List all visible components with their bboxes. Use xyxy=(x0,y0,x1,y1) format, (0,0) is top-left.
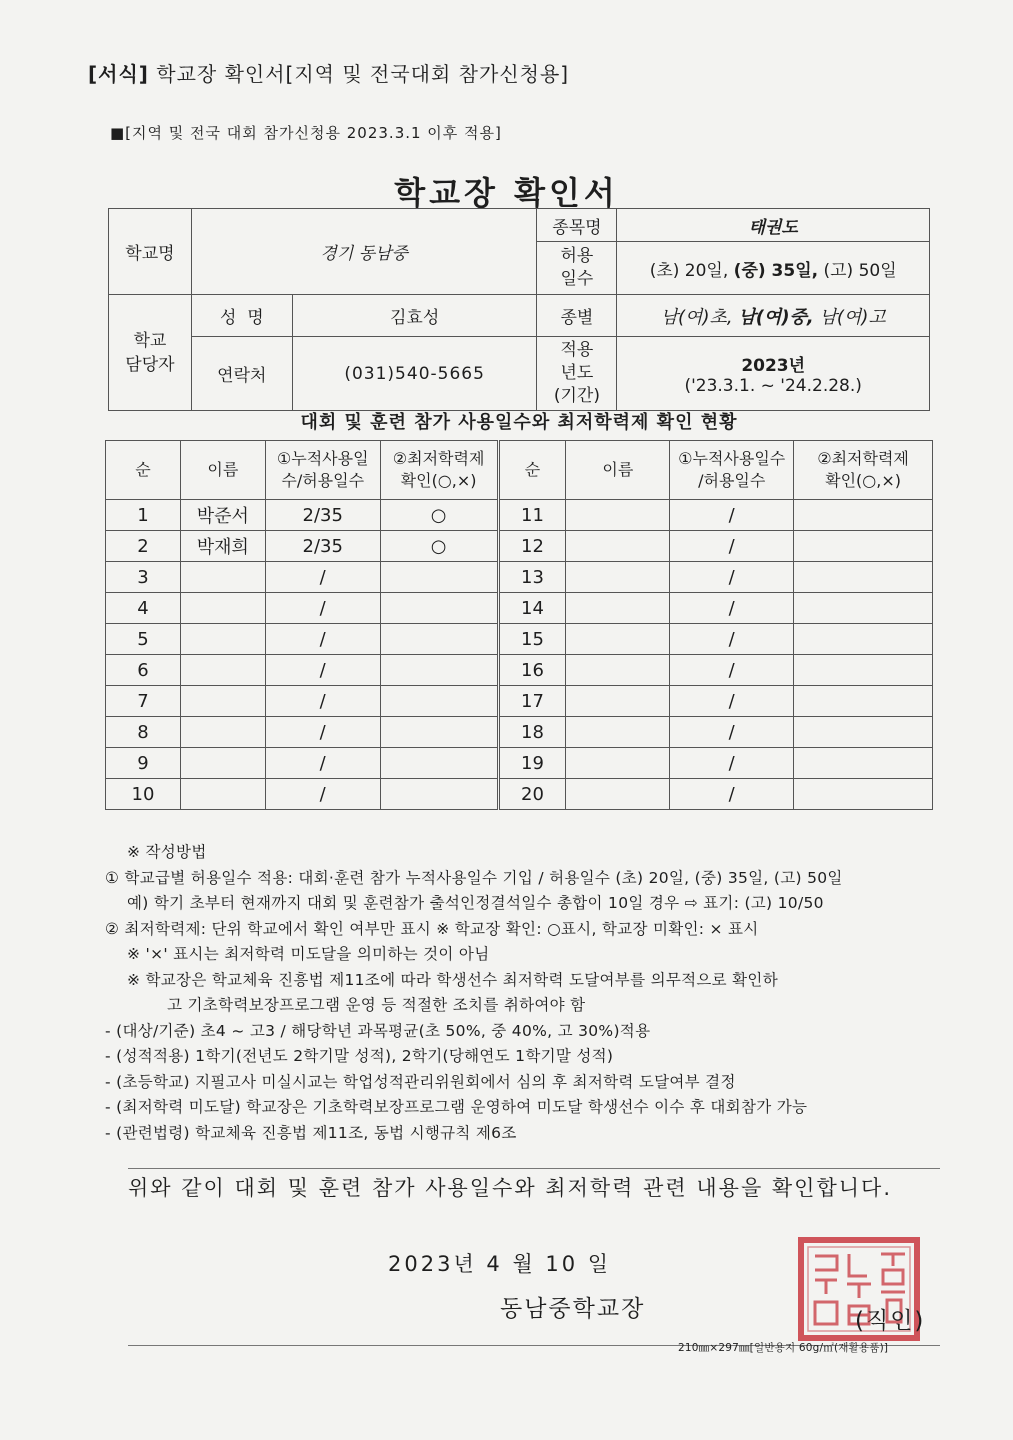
note-2-b: ※ 학교장은 학교체육 진흥법 제11조에 따라 학생선수 최저학력 도달여부를 의무적으로 확인하 xyxy=(127,970,778,989)
note-law: - (관련법령) 학교체육 진흥법 제11조, 동법 시행규칙 제6조 xyxy=(105,1123,517,1142)
cell-no: 3 xyxy=(106,562,181,593)
cell-check xyxy=(794,531,933,562)
cell-name xyxy=(566,748,670,779)
cell-no: 14 xyxy=(498,593,566,624)
cell-no: 4 xyxy=(106,593,181,624)
note-elementary: - (초등학교) 지필고사 미실시교는 학업성적관리위원회에서 심의 후 최저학력 도달여부 결정 xyxy=(105,1072,736,1091)
cell-name xyxy=(566,562,670,593)
cell-check xyxy=(794,500,933,531)
cell-days: / xyxy=(670,562,794,593)
cell-days: / xyxy=(265,779,380,810)
cell-no: 12 xyxy=(498,531,566,562)
cell-days: / xyxy=(265,593,380,624)
document-title: 학교장 확인서 xyxy=(394,174,619,212)
cell-check: ○ xyxy=(380,500,498,531)
cell-check xyxy=(380,686,498,717)
cell-days: / xyxy=(670,655,794,686)
sport-value: 태권도 xyxy=(617,209,930,242)
name-value: 김효성 xyxy=(292,295,537,337)
cell-no: 1 xyxy=(106,500,181,531)
cell-check xyxy=(380,748,498,779)
cell-name xyxy=(180,593,265,624)
paper-spec: 210㎜×297㎜[일반용지 60g/㎡(재활용품)] xyxy=(678,1342,889,1354)
cell-name xyxy=(180,779,265,810)
note-1: ① 학교급별 허용일수 적용: 대회·훈련 참가 누적사용일수 기입 / 허용일수 (초) 20일, (중) 35일, (고) 50일 xyxy=(105,868,843,887)
cell-name xyxy=(180,624,265,655)
note-minimum: - (최저학력 미도달) 학교장은 기초학력보장프로그램 운영하여 미도달 학생선수 이수 후 대회참가 가능 xyxy=(105,1098,808,1116)
cell-name xyxy=(180,686,265,717)
cell-days: / xyxy=(670,593,794,624)
cell-check xyxy=(794,624,933,655)
cell-days: / xyxy=(670,748,794,779)
cell-no: 13 xyxy=(498,562,566,593)
confirm-text: 위와 같이 대회 및 훈련 참가 사용일수와 최저학력 관련 내용을 확인합니다. xyxy=(128,1176,893,1200)
cell-check xyxy=(794,717,933,748)
form-subtitle: ■[지역 및 전국 대회 참가신청용 2023.3.1 이후 적용] xyxy=(110,124,502,142)
status-row xyxy=(106,717,933,748)
cell-name xyxy=(566,593,670,624)
col-check: ②최저학력제 확인(○,×) xyxy=(380,441,498,500)
info-table xyxy=(108,208,930,411)
cell-check xyxy=(794,748,933,779)
cell-check xyxy=(380,779,498,810)
cell-no: 20 xyxy=(498,779,566,810)
cell-days: / xyxy=(265,562,380,593)
cell-days: / xyxy=(670,531,794,562)
status-row xyxy=(106,748,933,779)
cell-no: 8 xyxy=(106,717,181,748)
form-title: 학교장 확인서[지역 및 전국대회 참가신청용] xyxy=(156,62,570,86)
cell-check xyxy=(380,593,498,624)
cell-no: 11 xyxy=(498,500,566,531)
cell-days: / xyxy=(670,779,794,810)
confirm-date: 2023년 4 월 10 일 xyxy=(388,1252,612,1276)
notes-heading: ※ 작성방법 xyxy=(127,843,207,861)
status-header-row xyxy=(106,441,933,500)
cell-check xyxy=(380,717,498,748)
period-label: 적용 년도 (기간) xyxy=(537,337,617,411)
period-year: 2023년 xyxy=(741,356,806,376)
cell-days: 2/35 xyxy=(265,500,380,531)
gender-value xyxy=(617,295,930,337)
allowed-days-label: 허용 일수 xyxy=(537,242,617,295)
allowed-days-value xyxy=(617,242,930,295)
cell-check xyxy=(380,562,498,593)
cell-days: / xyxy=(670,717,794,748)
gender-high: 남(여)고 xyxy=(819,306,886,328)
cell-name xyxy=(566,717,670,748)
status-row xyxy=(106,779,933,810)
note-2: ② 최저학력제: 단위 학교에서 확인 여부만 표시 ※ 학교장 확인: ○표시, 학교장 미확인: × 표시 xyxy=(105,919,759,938)
period-range: ('23.3.1. ~ '24.2.28.) xyxy=(684,376,862,396)
cell-days: / xyxy=(670,686,794,717)
cell-no: 2 xyxy=(106,531,181,562)
cell-no: 5 xyxy=(106,624,181,655)
cell-days: / xyxy=(670,624,794,655)
form-tag: [서식] xyxy=(88,62,149,86)
cell-name xyxy=(566,655,670,686)
period-value xyxy=(617,337,930,411)
cell-check xyxy=(794,686,933,717)
cell-name xyxy=(566,500,670,531)
status-row xyxy=(106,531,933,562)
school-label: 학교명 xyxy=(109,209,192,295)
gender-elem: 남(여)초, xyxy=(660,306,733,328)
note-2-b-cont: 고 기초학력보장프로그램 운영 등 적절한 조치를 취하여야 함 xyxy=(167,996,586,1014)
col-name: 이름 xyxy=(180,441,265,500)
cell-check: ○ xyxy=(380,531,498,562)
cell-days: 2/35 xyxy=(265,531,380,562)
cell-days: / xyxy=(265,624,380,655)
form-header xyxy=(88,58,569,87)
cell-name xyxy=(180,655,265,686)
col-days: ①누적사용일 수/허용일수 xyxy=(265,441,380,500)
seal-label: (직인) xyxy=(855,1308,926,1334)
cell-name: 박재희 xyxy=(180,531,265,562)
cell-check xyxy=(380,655,498,686)
status-title: 대회 및 훈련 참가 사용일수와 최저학력제 확인 현황 xyxy=(300,412,738,433)
cell-no: 18 xyxy=(498,717,566,748)
col-days-right: ①누적사용일수 /허용일수 xyxy=(670,441,794,500)
cell-days: / xyxy=(265,748,380,779)
cell-no: 15 xyxy=(498,624,566,655)
col-no-right: 순 xyxy=(498,441,566,500)
cell-name xyxy=(566,624,670,655)
cell-check xyxy=(380,624,498,655)
col-no: 순 xyxy=(106,441,181,500)
cell-name xyxy=(566,686,670,717)
status-row xyxy=(106,686,933,717)
cell-name: 박준서 xyxy=(180,500,265,531)
cell-name xyxy=(566,531,670,562)
status-row xyxy=(106,655,933,686)
status-table xyxy=(105,440,933,810)
school-value: 경기 동남중 xyxy=(191,209,537,295)
note-target: - (대상/기준) 초4 ~ 고3 / 해당학년 과목평균(초 50%, 중 40%, 고 30%)적용 xyxy=(105,1021,651,1040)
contact-value: (031)540-5665 xyxy=(292,337,537,411)
cell-name xyxy=(180,717,265,748)
principal-name: 동남중학교장 xyxy=(500,1296,646,1322)
cell-no: 10 xyxy=(106,779,181,810)
cell-no: 19 xyxy=(498,748,566,779)
notes-section xyxy=(105,840,945,1146)
status-row xyxy=(106,624,933,655)
note-2-a: ※ '×' 표시는 최저학력 미도달을 의미하는 것이 아님 xyxy=(127,945,490,963)
sport-label: 종목명 xyxy=(537,209,617,242)
cell-name xyxy=(180,748,265,779)
contact-label: 연락처 xyxy=(191,337,292,411)
col-check-right: ②최저학력제 확인(○,×) xyxy=(794,441,933,500)
allowed-mid: (중) 35일, xyxy=(733,260,819,281)
cell-days: / xyxy=(265,717,380,748)
divider-top xyxy=(128,1168,940,1169)
manager-label: 학교 담당자 xyxy=(109,295,192,411)
status-row xyxy=(106,500,933,531)
allowed-elem: (초) 20일, xyxy=(649,260,729,281)
allowed-high: (고) 50일 xyxy=(823,260,897,281)
cell-name xyxy=(566,779,670,810)
cell-days: / xyxy=(265,655,380,686)
col-name-right: 이름 xyxy=(566,441,670,500)
cell-check xyxy=(794,779,933,810)
cell-no: 16 xyxy=(498,655,566,686)
cell-no: 9 xyxy=(106,748,181,779)
cell-no: 6 xyxy=(106,655,181,686)
cell-name xyxy=(180,562,265,593)
gender-mid: 남(여)중, xyxy=(738,306,814,328)
gender-label: 종별 xyxy=(537,295,617,337)
cell-check xyxy=(794,562,933,593)
note-grades: - (성적적용) 1학기(전년도 2학기말 성적), 2학기(당해연도 1학기말 성적) xyxy=(105,1047,614,1065)
status-row xyxy=(106,562,933,593)
cell-days: / xyxy=(265,686,380,717)
status-row xyxy=(106,593,933,624)
cell-days: / xyxy=(670,500,794,531)
cell-no: 7 xyxy=(106,686,181,717)
note-1-example: 예) 학기 초부터 현재까지 대회 및 훈련참가 출석인정결석일수 총합이 10일 경우 ⇨ 표기: (고) 10/50 xyxy=(127,894,824,912)
cell-check xyxy=(794,655,933,686)
cell-no: 17 xyxy=(498,686,566,717)
name-label: 성 명 xyxy=(191,295,292,337)
cell-check xyxy=(794,593,933,624)
